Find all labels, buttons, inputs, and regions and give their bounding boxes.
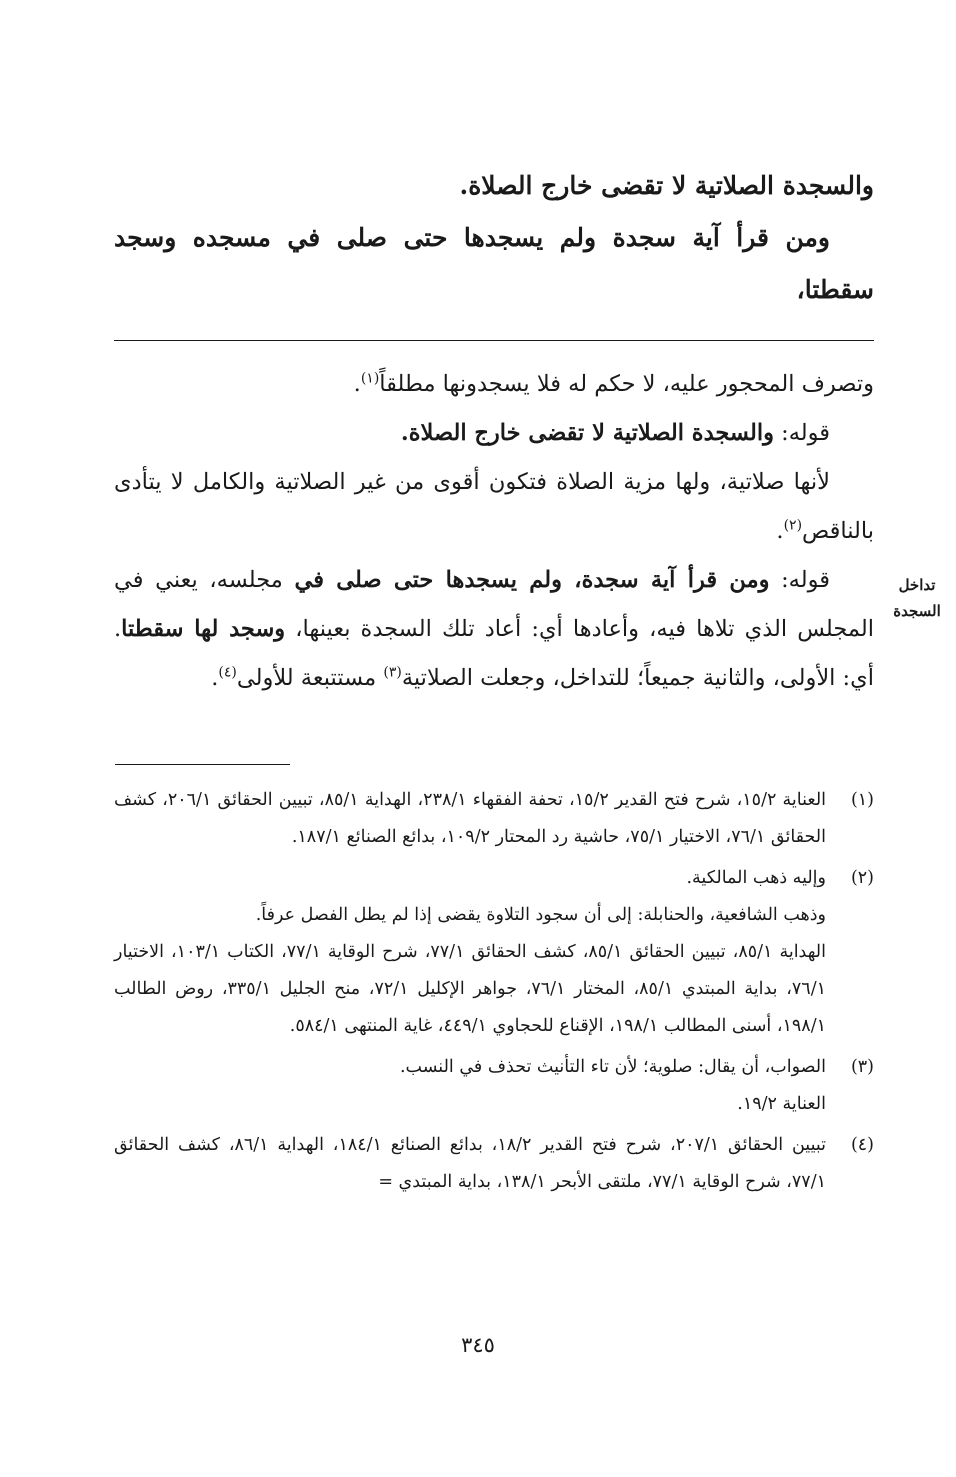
commentary-paragraph-3 <box>114 458 874 556</box>
matn-text <box>114 160 874 316</box>
quoted-matn: والسجدة الصلاتية لا تقضى خارج الصلاة. <box>400 420 774 446</box>
commentary-text: مجلسه، يعني في المجلس الذي تلاها فيه، وأعادها أي: أعاد تلك السجدة بعينها، <box>114 567 874 642</box>
footnote-4 <box>114 1127 874 1201</box>
commentary-paragraph-2 <box>114 409 874 458</box>
footnote-line: تبيين الحقائق ٢٠٧/١، شرح فتح القدير ١٨/٢، بدائع الصنائع ١٨٤/١، الهداية ٨٦/١، كشف الحقائق ٧٧/١، شرح الوقاية ٧٧/١، ملتقى الأبحر ١٣٨/١، بداية المبتدي = <box>114 1135 826 1192</box>
footnotes <box>114 782 874 1205</box>
matn-divider <box>114 340 874 341</box>
commentary-paragraph-1 <box>114 360 874 409</box>
quoted-matn: وسجد لها سقطتا <box>121 616 286 642</box>
footnote-ref-1[interactable]: (١) <box>360 370 380 387</box>
margin-heading-line-1: تداخل <box>898 576 936 594</box>
footnote-line: وإليه ذهب المالكية. <box>686 868 826 888</box>
commentary-text: لأنها صلاتية، ولها مزية الصلاة فتكون أقوى من غير الصلاتية والكامل لا يتأدى بالناقص <box>114 469 874 544</box>
footnote-divider <box>115 764 290 765</box>
commentary-paragraph-4 <box>114 556 874 703</box>
footnote-number: (١) <box>850 790 874 810</box>
qawluhu-label: قوله: <box>769 567 830 593</box>
qawluhu-label: قوله: <box>773 420 830 446</box>
footnote-number: (٢) <box>850 868 874 888</box>
footnote-ref-2[interactable]: (٢) <box>783 517 803 534</box>
quoted-matn: ومن قرأ آية سجدة، ولم يسجدها حتى صلى في <box>294 567 770 593</box>
footnote-ref-3[interactable]: (٣) <box>383 664 402 681</box>
punctuation: . <box>776 518 784 544</box>
footnote-line: العناية ١٥/٢، شرح فتح القدير ١٥/٢، تحفة الفقهاء ٢٣٨/١، الهداية ٨٥/١، تبيين الحقائق ٢٠٦/١، كشف الحقائق ٧٦/١، الاختيار ٧٥/١، حاشية رد المحتار ١٠٩/٢، بدائع الصنائع ١٨٧/١. <box>114 790 827 847</box>
commentary-text: وتصرف المحجور عليه، لا حكم له فلا يسجدونها مطلقاً <box>379 371 874 397</box>
punctuation: . <box>211 665 219 691</box>
footnote-number: (٤) <box>850 1135 874 1155</box>
footnote-line: الصواب، أن يقال: صلوية؛ لأن تاء التأنيث تحذف في النسب. <box>399 1057 826 1077</box>
footnote-line: وذهب الشافعية، والحنابلة: إلى أن سجود التلاوة يقضى إذا لم يطل الفصل عرفاً. <box>255 905 826 925</box>
margin-heading-line-2: السجدة <box>893 602 941 620</box>
matn-line-2: ومن قرأ آية سجدة ولم يسجدها حتى صلى في مسجده وسجد سقطتا، <box>114 223 874 304</box>
punctuation: . <box>353 371 361 397</box>
footnote-2 <box>114 860 874 1045</box>
margin-heading <box>878 572 956 624</box>
page-number: ٣٤٥ <box>461 1333 495 1357</box>
footnote-ref-4[interactable]: (٤) <box>218 664 237 681</box>
footnote-line: الهداية ٨٥/١، تبيين الحقائق ٨٥/١، كشف الحقائق ٧٧/١، شرح الوقاية ٧٧/١، الكتاب ١٠٣/١، الاختيار ٧٦/١، بداية المبتدي ٨٥/١، المختار ٧٦/١، جواهر الإكليل ٧٢/١، منح الجليل ٣٣٥/١، روض الطالب ١٩٨/١، أسنى المطالب ١٩٨/١، الإقناع للحجاوي ٤٤٩/١، غاية المنتهى ٥٨٤/١. <box>114 942 827 1036</box>
matn-line-1: والسجدة الصلاتية لا تقضى خارج الصلاة. <box>459 171 874 200</box>
footnote-1 <box>114 782 874 856</box>
footnote-3 <box>114 1049 874 1123</box>
commentary <box>114 360 874 703</box>
footnote-number: (٣) <box>850 1057 874 1077</box>
commentary-text: . أي: الأولى، والثانية جميعاً؛ للتداخل، وجعلت الصلاتية <box>114 616 874 691</box>
commentary-text: مستتبعة للأولى <box>236 665 384 691</box>
footnote-line: العناية ١٩/٢. <box>737 1094 826 1114</box>
